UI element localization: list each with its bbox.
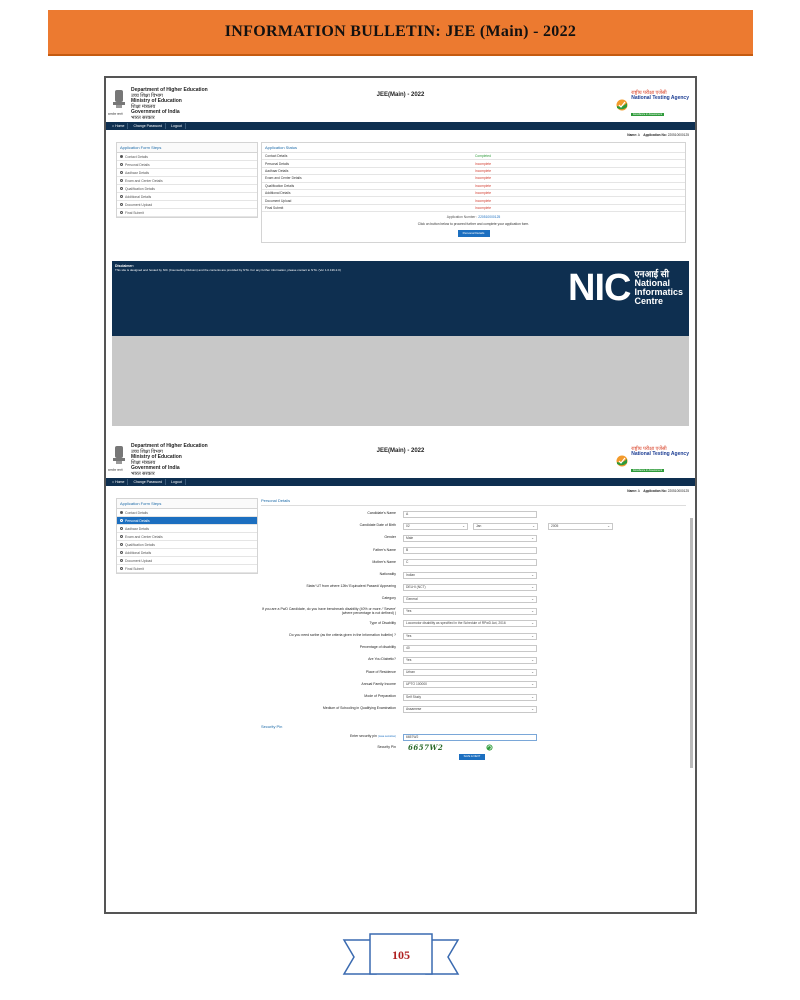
form-row xyxy=(261,510,686,518)
candidate-namebar xyxy=(106,130,695,140)
field-label: Gender xyxy=(384,535,396,540)
nta-name-en: National Testing Agency xyxy=(631,95,689,101)
step-label: Qualification Details xyxy=(125,542,155,547)
chevron-down-icon: ⌄ xyxy=(531,706,534,711)
proceed-hint: Click on button below to proceed further and complete your application form. xyxy=(417,222,530,227)
field-select[interactable] xyxy=(403,694,537,701)
step-final[interactable] xyxy=(117,209,257,217)
circle-icon xyxy=(120,187,123,190)
screenshot-frame xyxy=(104,76,697,914)
captcha-image: 6657W2 xyxy=(408,743,444,752)
status-step: Personal Details xyxy=(265,161,290,166)
chevron-down-icon: ⌄ xyxy=(531,572,534,577)
field-input[interactable] xyxy=(403,645,537,652)
step-label: Final Submit xyxy=(125,210,144,215)
status-step: Aadhaar Details xyxy=(265,168,289,173)
field-label: Nationality xyxy=(379,572,396,577)
nav-change-password[interactable]: Change Password xyxy=(130,479,166,485)
disclaimer-title: Disclaimer: xyxy=(115,264,134,268)
step-label: Contact Details xyxy=(125,510,148,515)
gov-en: Government of India xyxy=(131,109,180,116)
page-number-badge xyxy=(342,930,460,984)
circle-icon xyxy=(120,543,123,546)
status-row xyxy=(262,174,685,181)
step-label: Additional Details xyxy=(125,194,152,199)
field-value: Indian xyxy=(406,572,415,577)
emblem-caption: सत्यमेव जयते xyxy=(108,112,123,116)
field-label: State/ UT from where 12th/ Equivalent Passed/ Appearing xyxy=(306,584,396,589)
captcha-row xyxy=(261,744,686,752)
nta-logo-icon xyxy=(616,455,628,467)
form-row xyxy=(261,632,686,640)
status-value: Incomplete xyxy=(475,205,492,210)
form-steps-panel xyxy=(116,498,258,574)
site-header xyxy=(106,440,695,478)
gov-hi: भारत सरकार xyxy=(131,470,155,477)
step-exam-center[interactable] xyxy=(117,177,257,185)
field-label: Percentage of disability xyxy=(359,645,396,650)
step-label: Personal Details xyxy=(125,162,150,167)
circle-icon xyxy=(120,179,123,182)
nic-line1: National xyxy=(634,278,670,288)
save-next-button[interactable]: SAVE & NEXT xyxy=(459,754,485,760)
nic-name xyxy=(634,270,683,306)
step-document[interactable] xyxy=(117,557,257,565)
circle-icon xyxy=(120,203,123,206)
name-label: Name: xyxy=(627,489,638,493)
nav-logout[interactable]: Logout xyxy=(168,123,186,129)
field-value: A xyxy=(406,511,409,516)
field-value: Self Study xyxy=(406,694,422,699)
name-value: A xyxy=(637,489,640,493)
field-label: Annual Family Income xyxy=(361,681,396,686)
nic-mark: NIC xyxy=(568,267,631,309)
status-row xyxy=(262,189,685,196)
circle-icon xyxy=(120,551,123,554)
field-select[interactable] xyxy=(403,608,537,615)
field-select[interactable] xyxy=(403,657,537,664)
status-row xyxy=(262,196,685,203)
step-label: Aadhaar Details xyxy=(125,170,150,175)
status-row xyxy=(262,167,685,174)
form-row xyxy=(261,705,686,713)
status-step: Final Submit xyxy=(265,205,284,210)
pin-hint: (case sensitive) xyxy=(377,735,396,739)
field-value: 40 xyxy=(406,645,410,650)
step-label: Exam and Center Details xyxy=(125,178,163,183)
name-value: A xyxy=(637,133,640,137)
field-input[interactable] xyxy=(403,511,537,518)
circle-icon xyxy=(120,519,123,522)
emblem-caption: सत्यमेव जयते xyxy=(108,468,123,472)
security-pin-input[interactable]: 6657W2 xyxy=(403,734,537,741)
field-label: Candidate Date of Birth xyxy=(359,523,396,528)
nta-name-hi: राष्ट्रीय परीक्षा एजेंसी xyxy=(631,446,667,452)
status-step: Document Upload xyxy=(265,198,292,203)
appno-label: Application No: xyxy=(643,489,667,493)
field-select[interactable] xyxy=(403,669,537,676)
chevron-down-icon: ⌄ xyxy=(531,596,534,601)
dept-hi: उच्च शिक्षा विभाग xyxy=(131,448,163,455)
status-step: Additional Details xyxy=(265,191,291,196)
form-row xyxy=(261,559,686,567)
nav-logout[interactable]: Logout xyxy=(168,479,186,485)
field-label: Category xyxy=(381,596,396,601)
security-pin-heading: Security Pin xyxy=(261,724,283,729)
step-final[interactable] xyxy=(117,565,257,573)
field-value: Locomotor disability as specified in the Schedule of RPwD Act, 2016 xyxy=(406,621,506,626)
field-label: If you are a PwD Candidate, do you have benchmark disability (40% or more / 'Severe' (where percentage is not defined) ) xyxy=(261,606,396,615)
check-icon xyxy=(120,511,123,514)
nta-name-en: National Testing Agency xyxy=(631,451,689,457)
field-value: Assamese xyxy=(406,706,422,711)
status-row xyxy=(262,204,685,211)
top-navbar xyxy=(106,122,695,130)
nta-tagline: Excellence in Assessment xyxy=(633,112,663,116)
step-label: Document Upload xyxy=(125,202,153,207)
dept-en: Department of Higher Education xyxy=(131,87,208,93)
status-value: Incomplete xyxy=(475,168,492,173)
chevron-down-icon: ⌄ xyxy=(532,523,535,528)
field-value: Yes xyxy=(406,633,412,638)
status-row xyxy=(262,159,685,166)
chevron-down-icon: ⌄ xyxy=(531,609,534,614)
form-row xyxy=(261,583,686,591)
step-personal[interactable] xyxy=(117,161,257,169)
dob-year-select[interactable] xyxy=(548,523,613,530)
security-pin-row xyxy=(261,733,686,741)
chevron-down-icon: ⌄ xyxy=(607,523,610,528)
nic-line3: Centre xyxy=(634,296,663,306)
step-label: Document Upload xyxy=(125,558,153,563)
field-label: Mother's Name xyxy=(372,559,396,564)
form-row xyxy=(261,656,686,664)
appno-label: Application No: xyxy=(643,133,667,137)
status-value: Incomplete xyxy=(475,176,492,181)
field-value: Urban xyxy=(406,670,415,675)
field-label: Do you need scribe (as the criteria given in the Information bulletin) ? xyxy=(289,633,396,638)
form-row xyxy=(261,571,686,579)
step-label: Final Submit xyxy=(125,566,144,571)
field-input[interactable] xyxy=(403,559,537,566)
step-qualification[interactable] xyxy=(117,185,257,193)
status-step: Contact Details xyxy=(265,154,288,159)
bulletin-title: INFORMATION BULLETIN: JEE (Main) - 2022 xyxy=(224,23,577,40)
field-select[interactable] xyxy=(403,596,537,603)
captcha-label: Security Pin xyxy=(377,745,396,750)
bulletin-banner xyxy=(48,10,753,56)
status-value: Completed xyxy=(475,154,491,159)
circle-icon xyxy=(120,527,123,530)
field-select[interactable] xyxy=(403,572,537,579)
ministry-en: Ministry of Education xyxy=(131,98,182,105)
field-select[interactable] xyxy=(403,620,537,627)
circle-icon xyxy=(120,211,123,214)
personal-details-heading: Personal Details xyxy=(261,498,686,506)
application-number xyxy=(262,215,685,219)
field-select[interactable] xyxy=(403,584,537,591)
field-value: UPTO 100000 xyxy=(406,682,428,687)
vertical-scrollbar[interactable] xyxy=(690,518,693,768)
step-exam-center[interactable] xyxy=(117,533,257,541)
chevron-down-icon: ⌄ xyxy=(531,694,534,699)
page-number: 105 xyxy=(392,948,410,962)
status-row xyxy=(262,182,685,189)
field-value: B xyxy=(406,548,409,553)
status-value: Incomplete xyxy=(475,161,492,166)
nav-home[interactable]: ⌂ Home xyxy=(109,479,128,485)
chevron-down-icon: ⌄ xyxy=(531,657,534,662)
step-label: Additional Details xyxy=(125,550,152,555)
steps-heading: Application Form Steps xyxy=(117,499,257,509)
dept-en: Department of Higher Education xyxy=(131,443,208,449)
field-label: Medium of Schooling in Qualifying Examination xyxy=(322,706,396,711)
field-select[interactable] xyxy=(403,681,537,688)
form-row xyxy=(261,693,686,701)
portal-title: JEE(Main) - 2022 xyxy=(376,448,425,454)
chevron-down-icon: ⌄ xyxy=(531,633,534,638)
dob-day-select[interactable] xyxy=(403,523,468,530)
pin-label xyxy=(261,735,401,739)
nic-logo xyxy=(568,269,683,307)
form-row xyxy=(261,595,686,603)
dob-month-select[interactable] xyxy=(473,523,538,530)
gov-en: Government of India xyxy=(131,465,180,472)
application-status-panel xyxy=(261,142,686,243)
status-value: Incomplete xyxy=(475,191,492,196)
form-steps-panel xyxy=(116,142,258,218)
field-value: Yes xyxy=(406,609,412,614)
nta-name-hi: राष्ट्रीय परीक्षा एजेंसी xyxy=(631,90,667,96)
form-row xyxy=(261,669,686,677)
field-label: Father's Name xyxy=(373,547,396,552)
name-label: Name: xyxy=(627,133,638,137)
step-additional[interactable] xyxy=(117,193,257,201)
field-value: General xyxy=(406,596,418,601)
appnum-value: 220510000125 xyxy=(478,215,501,220)
appno-value: 220510000125 xyxy=(667,133,689,137)
status-screenshot xyxy=(106,84,695,236)
form-row xyxy=(261,547,686,555)
nic-name-hi: एनआई सी xyxy=(634,269,669,279)
field-select[interactable] xyxy=(403,633,537,640)
top-navbar xyxy=(106,478,695,486)
refresh-captcha-icon[interactable] xyxy=(486,744,493,751)
chevron-down-icon: ⌄ xyxy=(531,535,534,540)
field-label: Are You Diabetic? xyxy=(368,657,396,662)
appno-value: 220510000125 xyxy=(667,489,689,493)
circle-icon xyxy=(120,535,123,538)
field-value: C xyxy=(406,560,409,565)
field-label: Type of Disability xyxy=(369,620,396,625)
disclaimer-text: This site is designed and hosted by NIC (Counselling Division) and the contents are provided by NTA. For any further information, please contact to NTA. (Ver 1.0.136.2.0) xyxy=(115,268,341,272)
nav-change-password[interactable]: Change Password xyxy=(130,123,166,129)
candidate-namebar xyxy=(106,486,695,496)
status-heading: Application Status xyxy=(265,145,298,150)
step-label: Qualification Details xyxy=(125,186,155,191)
steps-heading: Application Form Steps xyxy=(117,143,257,153)
ministry-hi: शिक्षा मंत्रालय xyxy=(131,103,156,110)
ministry-hi: शिक्षा मंत्रालय xyxy=(131,459,156,466)
circle-icon xyxy=(120,567,123,570)
chevron-down-icon: ⌄ xyxy=(462,523,465,528)
site-header xyxy=(106,84,695,122)
step-additional[interactable] xyxy=(117,549,257,557)
circle-icon xyxy=(120,559,123,562)
circle-icon xyxy=(120,195,123,198)
chevron-down-icon: ⌄ xyxy=(531,670,534,675)
status-step: Exam and Center Details xyxy=(265,176,302,181)
pin-label-text: Enter security pin xyxy=(349,734,377,739)
dob-month-value: Jan xyxy=(476,523,482,528)
nta-logo-icon xyxy=(616,99,628,111)
personal-details-button[interactable]: Personal Details xyxy=(458,230,490,237)
status-value: Incomplete xyxy=(475,183,492,188)
status-row xyxy=(262,152,685,159)
step-label: Aadhaar Details xyxy=(125,526,150,531)
step-aadhaar[interactable] xyxy=(117,169,257,177)
form-row xyxy=(261,608,686,616)
field-label: Mode of Preparation xyxy=(364,694,396,699)
check-icon xyxy=(120,155,123,158)
field-value: Male xyxy=(406,535,414,540)
ministry-en: Ministry of Education xyxy=(131,454,182,461)
footer-blank-area xyxy=(112,336,689,426)
form-row xyxy=(261,620,686,628)
nic-line2: Informatics xyxy=(634,287,683,297)
field-select[interactable] xyxy=(403,706,537,713)
step-label: Personal Details xyxy=(125,518,150,523)
form-row xyxy=(261,522,686,530)
status-step: Qualification Details xyxy=(265,183,295,188)
step-aadhaar[interactable] xyxy=(117,525,257,533)
form-row xyxy=(261,644,686,652)
dob-year-value: 2005 xyxy=(551,523,559,528)
form-row xyxy=(261,681,686,689)
field-label: Place of Residence xyxy=(365,669,396,674)
step-contact[interactable] xyxy=(117,153,257,161)
status-value: Incomplete xyxy=(475,198,492,203)
step-label: Exam and Center Details xyxy=(125,534,163,539)
nta-tagline: Excellence in Assessment xyxy=(633,468,663,472)
nta-logo-block xyxy=(616,446,689,476)
step-label: Contact Details xyxy=(125,154,148,159)
circle-icon xyxy=(120,163,123,166)
step-personal[interactable] xyxy=(117,517,257,525)
chevron-down-icon: ⌄ xyxy=(531,682,534,687)
nta-logo-block xyxy=(616,90,689,120)
nav-home[interactable]: ⌂ Home xyxy=(109,123,128,129)
field-select[interactable] xyxy=(403,535,537,542)
circle-icon xyxy=(120,171,123,174)
step-qualification[interactable] xyxy=(117,541,257,549)
chevron-down-icon: ⌄ xyxy=(531,584,534,589)
site-footer xyxy=(112,261,689,336)
field-value: DELHI (NCT) xyxy=(406,584,426,589)
appnum-label: Application Number : xyxy=(446,215,478,220)
dept-hi: उच्च शिक्षा विभाग xyxy=(131,92,163,99)
gov-hi: भारत सरकार xyxy=(131,114,155,121)
dob-day-value: 02 xyxy=(406,523,410,528)
field-input[interactable] xyxy=(403,547,537,554)
step-document[interactable] xyxy=(117,201,257,209)
personal-details-screenshot xyxy=(106,440,695,758)
chevron-down-icon: ⌄ xyxy=(531,621,534,626)
field-label: Candidate's Name xyxy=(367,511,396,516)
portal-title: JEE(Main) - 2022 xyxy=(376,92,425,98)
field-value: Yes xyxy=(406,657,412,662)
step-contact[interactable] xyxy=(117,509,257,517)
form-row xyxy=(261,534,686,542)
